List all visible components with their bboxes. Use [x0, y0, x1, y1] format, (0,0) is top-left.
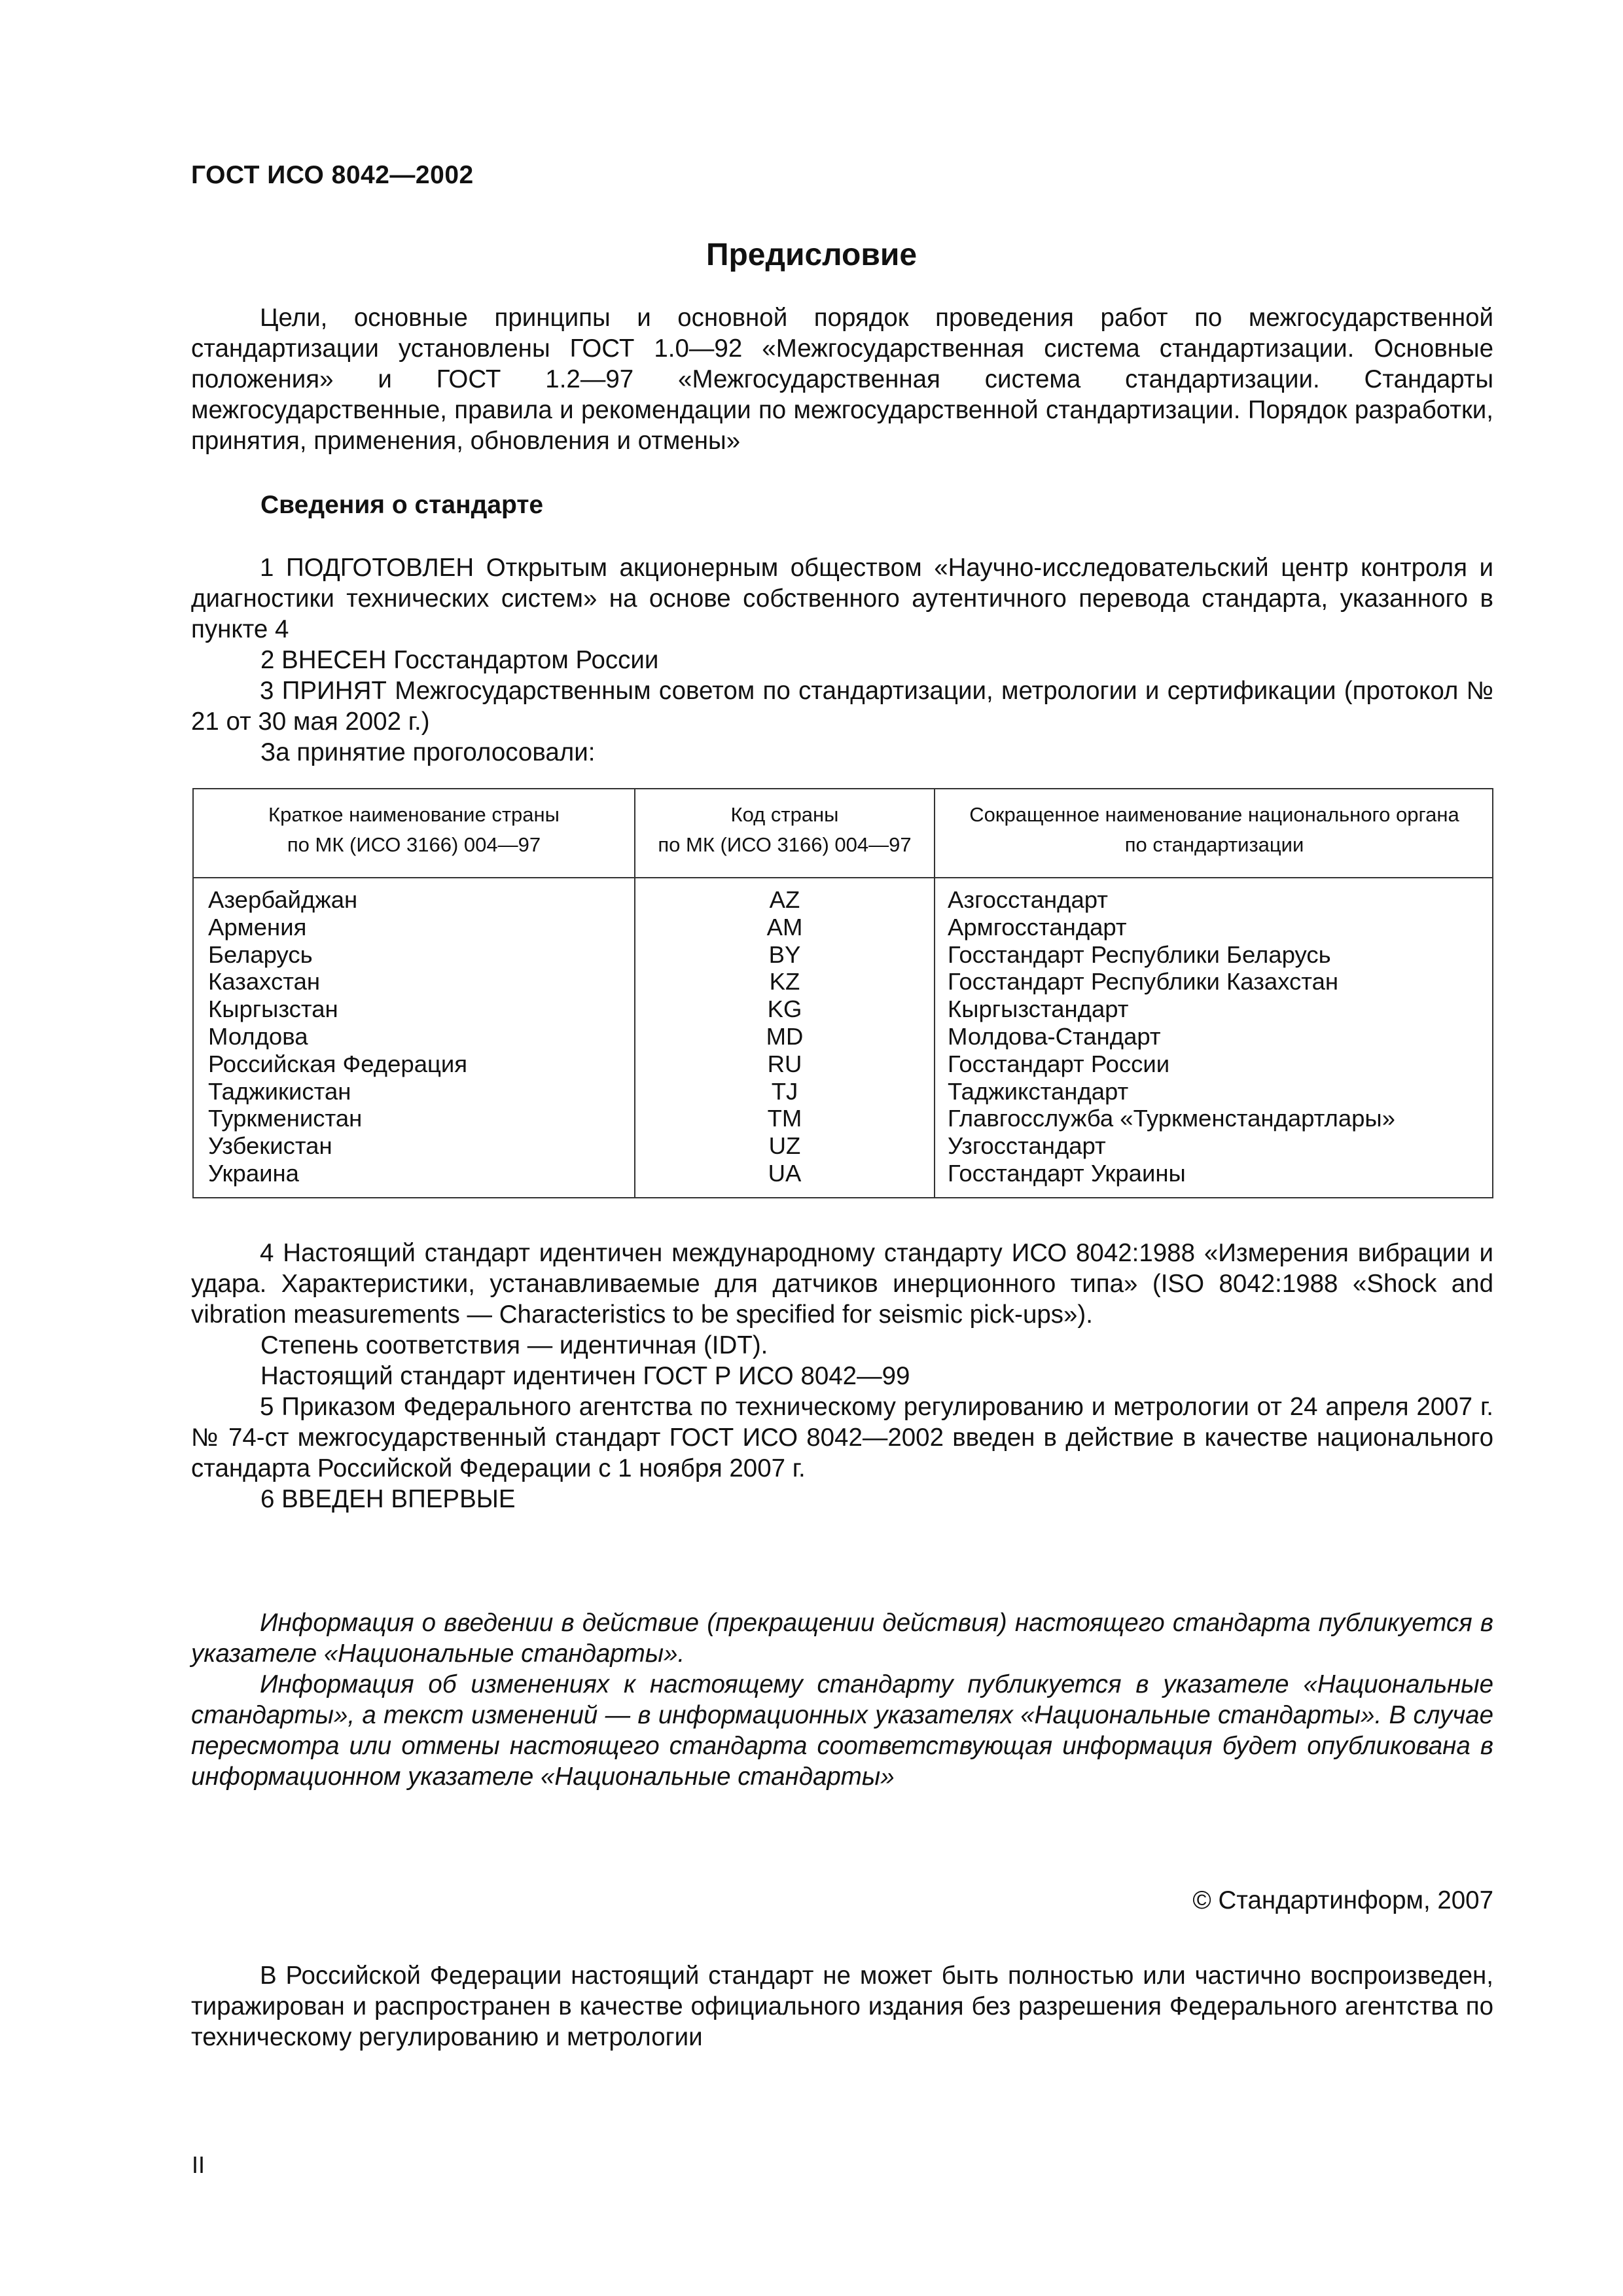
- code-column: [635, 886, 934, 1187]
- info-heading: Сведения о стандарте: [260, 491, 544, 519]
- table-cell-body: Таджикстандарт: [948, 1077, 1129, 1105]
- table-cell-country: Беларусь: [208, 941, 313, 968]
- table-cell-country: Туркменистан: [208, 1105, 363, 1132]
- item-4-paragraph: 4 Настоящий стандарт идентичен международному стандарту ИСО 8042:1988 «Измерения вибрации и удара. Характеристики, устанавливаемые для датчиков инерционного типа» (ISO 8042:1988 «Shock and vibration measurements — Characteristics to be specified for seismic pick-ups»).: [191, 1239, 1493, 1329]
- table-cell-code: KZ: [769, 968, 800, 996]
- table-cell-body: Молдова-Стандарт: [948, 1022, 1161, 1050]
- table-cell-code: TJ: [771, 1077, 798, 1105]
- table-header-body: [935, 800, 1493, 860]
- table-cell-code: UZ: [768, 1132, 801, 1160]
- voting-table: [192, 788, 1493, 1198]
- table-cell-country: Узбекистан: [208, 1132, 332, 1160]
- item-5-paragraph: 5 Приказом Федерального агентства по техническому регулированию и метрологии от 24 апреля 2007 г. № 74-ст межгосударственный стандарт ГОСТ ИСО 8042—2002 введен в действие в качестве национального стандарта Российской Федерации с 1 ноября 2007 г.: [191, 1393, 1493, 1482]
- table-cell-code: BY: [768, 941, 801, 968]
- legal-paragraph: В Российской Федерации настоящий стандарт не может быть полностью или частично воспроизведен, тиражирован и распространен в качестве официального издания без разрешения Федерального агентства по техническому регулированию и метрологии: [191, 1962, 1493, 2051]
- copyright-line: © Стандартинформ, 2007: [1192, 1886, 1493, 1914]
- item-4-degree-line: Степень соответствия — идентичная (IDT).: [260, 1331, 768, 1359]
- table-cell-country: Азербайджан: [208, 886, 358, 913]
- item-1-paragraph: 1 ПОДГОТОВЛЕН Открытым акционерным обществом «Научно-исследовательский центр контроля и диагностики технических систем» на основе собственного аутентичного перевода стандарта, указанного в пункте 4: [191, 554, 1493, 643]
- voted-line: За принятие проголосовали:: [260, 738, 596, 766]
- document-code-header: ГОСТ ИСО 8042—2002: [191, 161, 474, 189]
- table-cell-country: Таджикистан: [208, 1077, 351, 1105]
- table-cell-code: AM: [766, 913, 803, 941]
- table-cell-body: Армгосстандарт: [948, 913, 1127, 941]
- table-cell-country: Российская Федерация: [208, 1050, 468, 1077]
- table-cell-body: Кыргызстандарт: [948, 996, 1129, 1023]
- table-cell-code: UA: [768, 1159, 802, 1187]
- notice-paragraph-1: Информация о введении в действие (прекращении действия) настоящего стандарта публикуется в указателе «Национальные стандарты».: [191, 1609, 1493, 1668]
- table-cell-body: Госстандарт России: [948, 1050, 1170, 1077]
- table-cell-body: Госстандарт Украины: [948, 1159, 1186, 1187]
- table-cell-country: Молдова: [208, 1022, 308, 1050]
- table-cell-body: Главгосслужба «Туркменстандартлары»: [948, 1105, 1395, 1132]
- table-cell-code: TM: [767, 1105, 802, 1132]
- item-3-paragraph: 3 ПРИНЯТ Межгосударственным советом по стандартизации, метрологии и сертификации (протокол № 21 от 30 мая 2002 г.): [191, 677, 1493, 736]
- item-4-identical-line: Настоящий стандарт идентичен ГОСТ Р ИСО 8042—99: [260, 1362, 910, 1390]
- header-line: Код страны: [730, 803, 839, 826]
- table-cell-country: Армения: [208, 913, 307, 941]
- header-line: Краткое наименование страны: [268, 803, 560, 826]
- table-cell-code: KG: [767, 996, 802, 1023]
- item-6-line: 6 ВВЕДЕН ВПЕРВЫЕ: [260, 1485, 516, 1513]
- notice-paragraph-2: Информация об изменениях к настоящему стандарту публикуется в указателе «Национальные стандарты», а текст изменений — в информационных указателях «Национальные стандарты». В случае пересмотра или отмены настоящего стандарта соответствующая информация будет опубликована в информационном указателе «Национальные стандарты»: [191, 1670, 1493, 1791]
- table-header-country: [194, 800, 634, 860]
- intro-paragraph: Цели, основные принципы и основной порядок проведения работ по межгосударственной стандартизации установлены ГОСТ 1.0—92 «Межгосударственная система стандартизации. Основные положения» и ГОСТ 1.2—97 «Межгосударственная система стандартизации. Стандарты межгосударственные, правила и рекомендации по межгосударственной стандартизации. Порядок разработки, принятия, применения, обновления и отмены»: [191, 304, 1493, 455]
- header-line: по МК (ИСО 3166) 004—97: [287, 833, 541, 856]
- page-title: Предисловие: [705, 238, 918, 272]
- table-cell-body: Госстандарт Республики Казахстан: [948, 968, 1339, 996]
- page-number: II: [192, 2151, 205, 2178]
- table-cell-code: RU: [767, 1050, 802, 1077]
- header-line: Сокращенное наименование национального органа: [969, 803, 1459, 826]
- table-cell-code: MD: [766, 1022, 804, 1050]
- table-cell-body: Азгосстандарт: [948, 886, 1108, 913]
- country-column: [208, 886, 627, 1187]
- table-cell-country: Кыргызстан: [208, 996, 338, 1023]
- body-column: [948, 886, 1484, 1187]
- header-line: по МК (ИСО 3166) 004—97: [658, 833, 912, 856]
- table-cell-country: Казахстан: [208, 968, 321, 996]
- table-cell-body: Госстандарт Республики Беларусь: [948, 941, 1331, 968]
- item-2-line: 2 ВНЕСЕН Госстандартом России: [260, 646, 659, 674]
- header-line: по стандартизации: [1124, 833, 1304, 856]
- table-cell-code: AZ: [769, 886, 800, 913]
- table-cell-country: Украина: [208, 1159, 299, 1187]
- table-header-code: [635, 800, 934, 860]
- table-cell-body: Узгосстандарт: [948, 1132, 1106, 1160]
- table-header-divider: [194, 877, 1492, 878]
